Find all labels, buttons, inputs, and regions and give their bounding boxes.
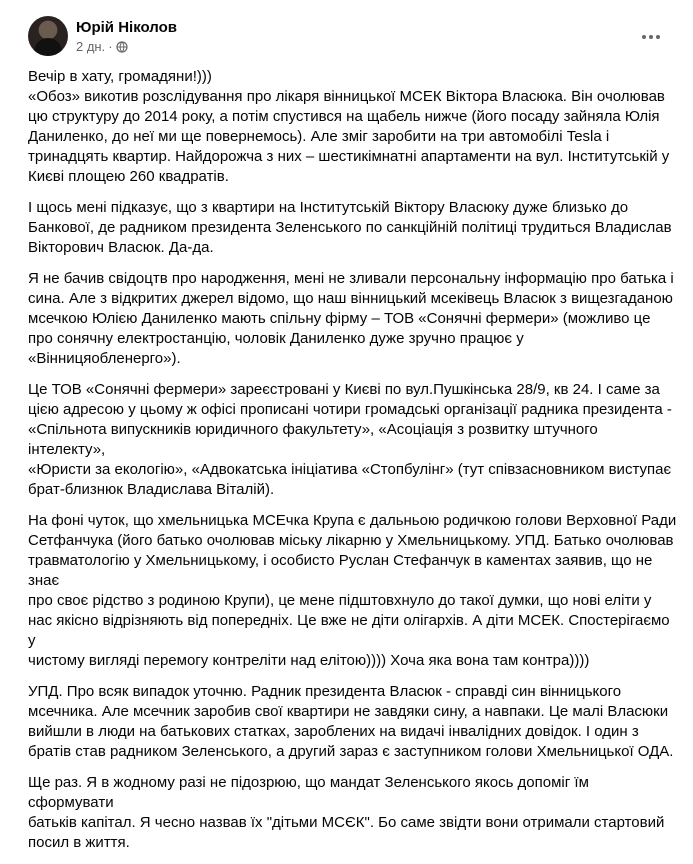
post-body	[28, 67, 678, 864]
meta-separator: ·	[108, 39, 113, 54]
author-name[interactable]: Юрій Ніколов	[76, 19, 178, 36]
post-paragraph: Вечір в хату, громадяни!))) «Обоз» викотив розслідування про лікаря вінницької МСЕК Віктора Власюка. Він очолював цю структуру до 2014 року, а потім спустився на щабель нижче (його посаду зайняла Юлія Даниленко, до неї ми ще повернемось). Але зміг заробити на три автомобілі Tesla і тринадцять квартир. Найдорожча з них – шестикімнатні апартаменти на вул. Інститутській у Києві площею 260 квадратів.	[28, 68, 670, 185]
more-options-button[interactable]	[637, 22, 665, 50]
post-header	[28, 16, 673, 60]
author-avatar[interactable]	[28, 16, 68, 56]
post-paragraph: Я не бачив свідоцтв про народження, мені не зливали персональну інформацію про батька і сина. Але з відкритих джерел відомо, що наш вінницький мсеківець Власюк з вищезгаданою мсечкою Юлією Даниленко мають спільну фірму – ТОВ «Сонячні фермери» (можливо це про сонячну електростанцію, чоловік Даниленко дуже зручно працює у «Вінницяобленерго»).	[28, 270, 674, 367]
globe-icon[interactable]	[116, 41, 128, 53]
post-paragraph: На фоні чуток, що хмельницька МСЕчка Крупа є дальньою родичкою голови Верховної Ради Сетфанчука (його батько очолював міську лікарню у Хмельницькому. УПД. Батько очолював травматологію у Хмельницькому, і особисто Руслан Стефанчук в каментах заявив, що не знає про своє рідство з родиною Крупи), це мене підштовхнуло до такої думки, що нові еліти у нас якісно відрізняють від попередніх. Це вже не діти олігархів. А діти МСЕК. Спостерігаємо у чистому вигляді перемогу контреліти над елітою)))) Хоча яка вона там контра))))	[28, 512, 677, 669]
more-options-icon	[641, 27, 661, 45]
post-paragraph: УПД. Про всяк випадок уточню. Радник президента Власюк - справді син вінницького мсечника. Але мсечник заробив свої квартири не завдяки сину, а навпаки. Це малі Власюки вийшли в люди на батькових статках, зароблених на видачі інвалідних довідок. І один з братів став радником Зеленського, а другий зараз є заступником голови Хмельницької ОДА.	[28, 683, 674, 760]
post-meta	[76, 39, 128, 54]
post-time[interactable]: 2 дн.	[76, 39, 106, 54]
post-paragraph: Це ТОВ «Сонячні фермери» зареєстровані у Києві по вул.Пушкінська 28/9, кв 24. І саме за цією адресою у цьому ж офісі прописані чотири громадські організації радника президента - «Спільнота випускників юридичного факультету», «Асоціація з розвитку штучного інтелекту», «Юристи за екологію», «Адвокатська ініціатива «Стопбулінг» (тут співзасновником виступає брат-близнюк Владислава Віталій).	[28, 381, 672, 498]
post-paragraph: І щось мені підказує, що з квартири на Інститутській Віктору Власюку дуже близько до Банкової, де радником президента Зеленського по санкційній політиці трудиться Владислав Вікторович Власюк. Да-да.	[28, 199, 672, 256]
post-paragraph: Ще раз. Я в жодному разі не підозрюю, що мандат Зеленського якось допоміг їм сформувати батьків капітал. Я чесно назвав їх "дітьми МСЄК". Бо саме звідти вони отримали стартовий посил в життя.	[28, 774, 665, 851]
